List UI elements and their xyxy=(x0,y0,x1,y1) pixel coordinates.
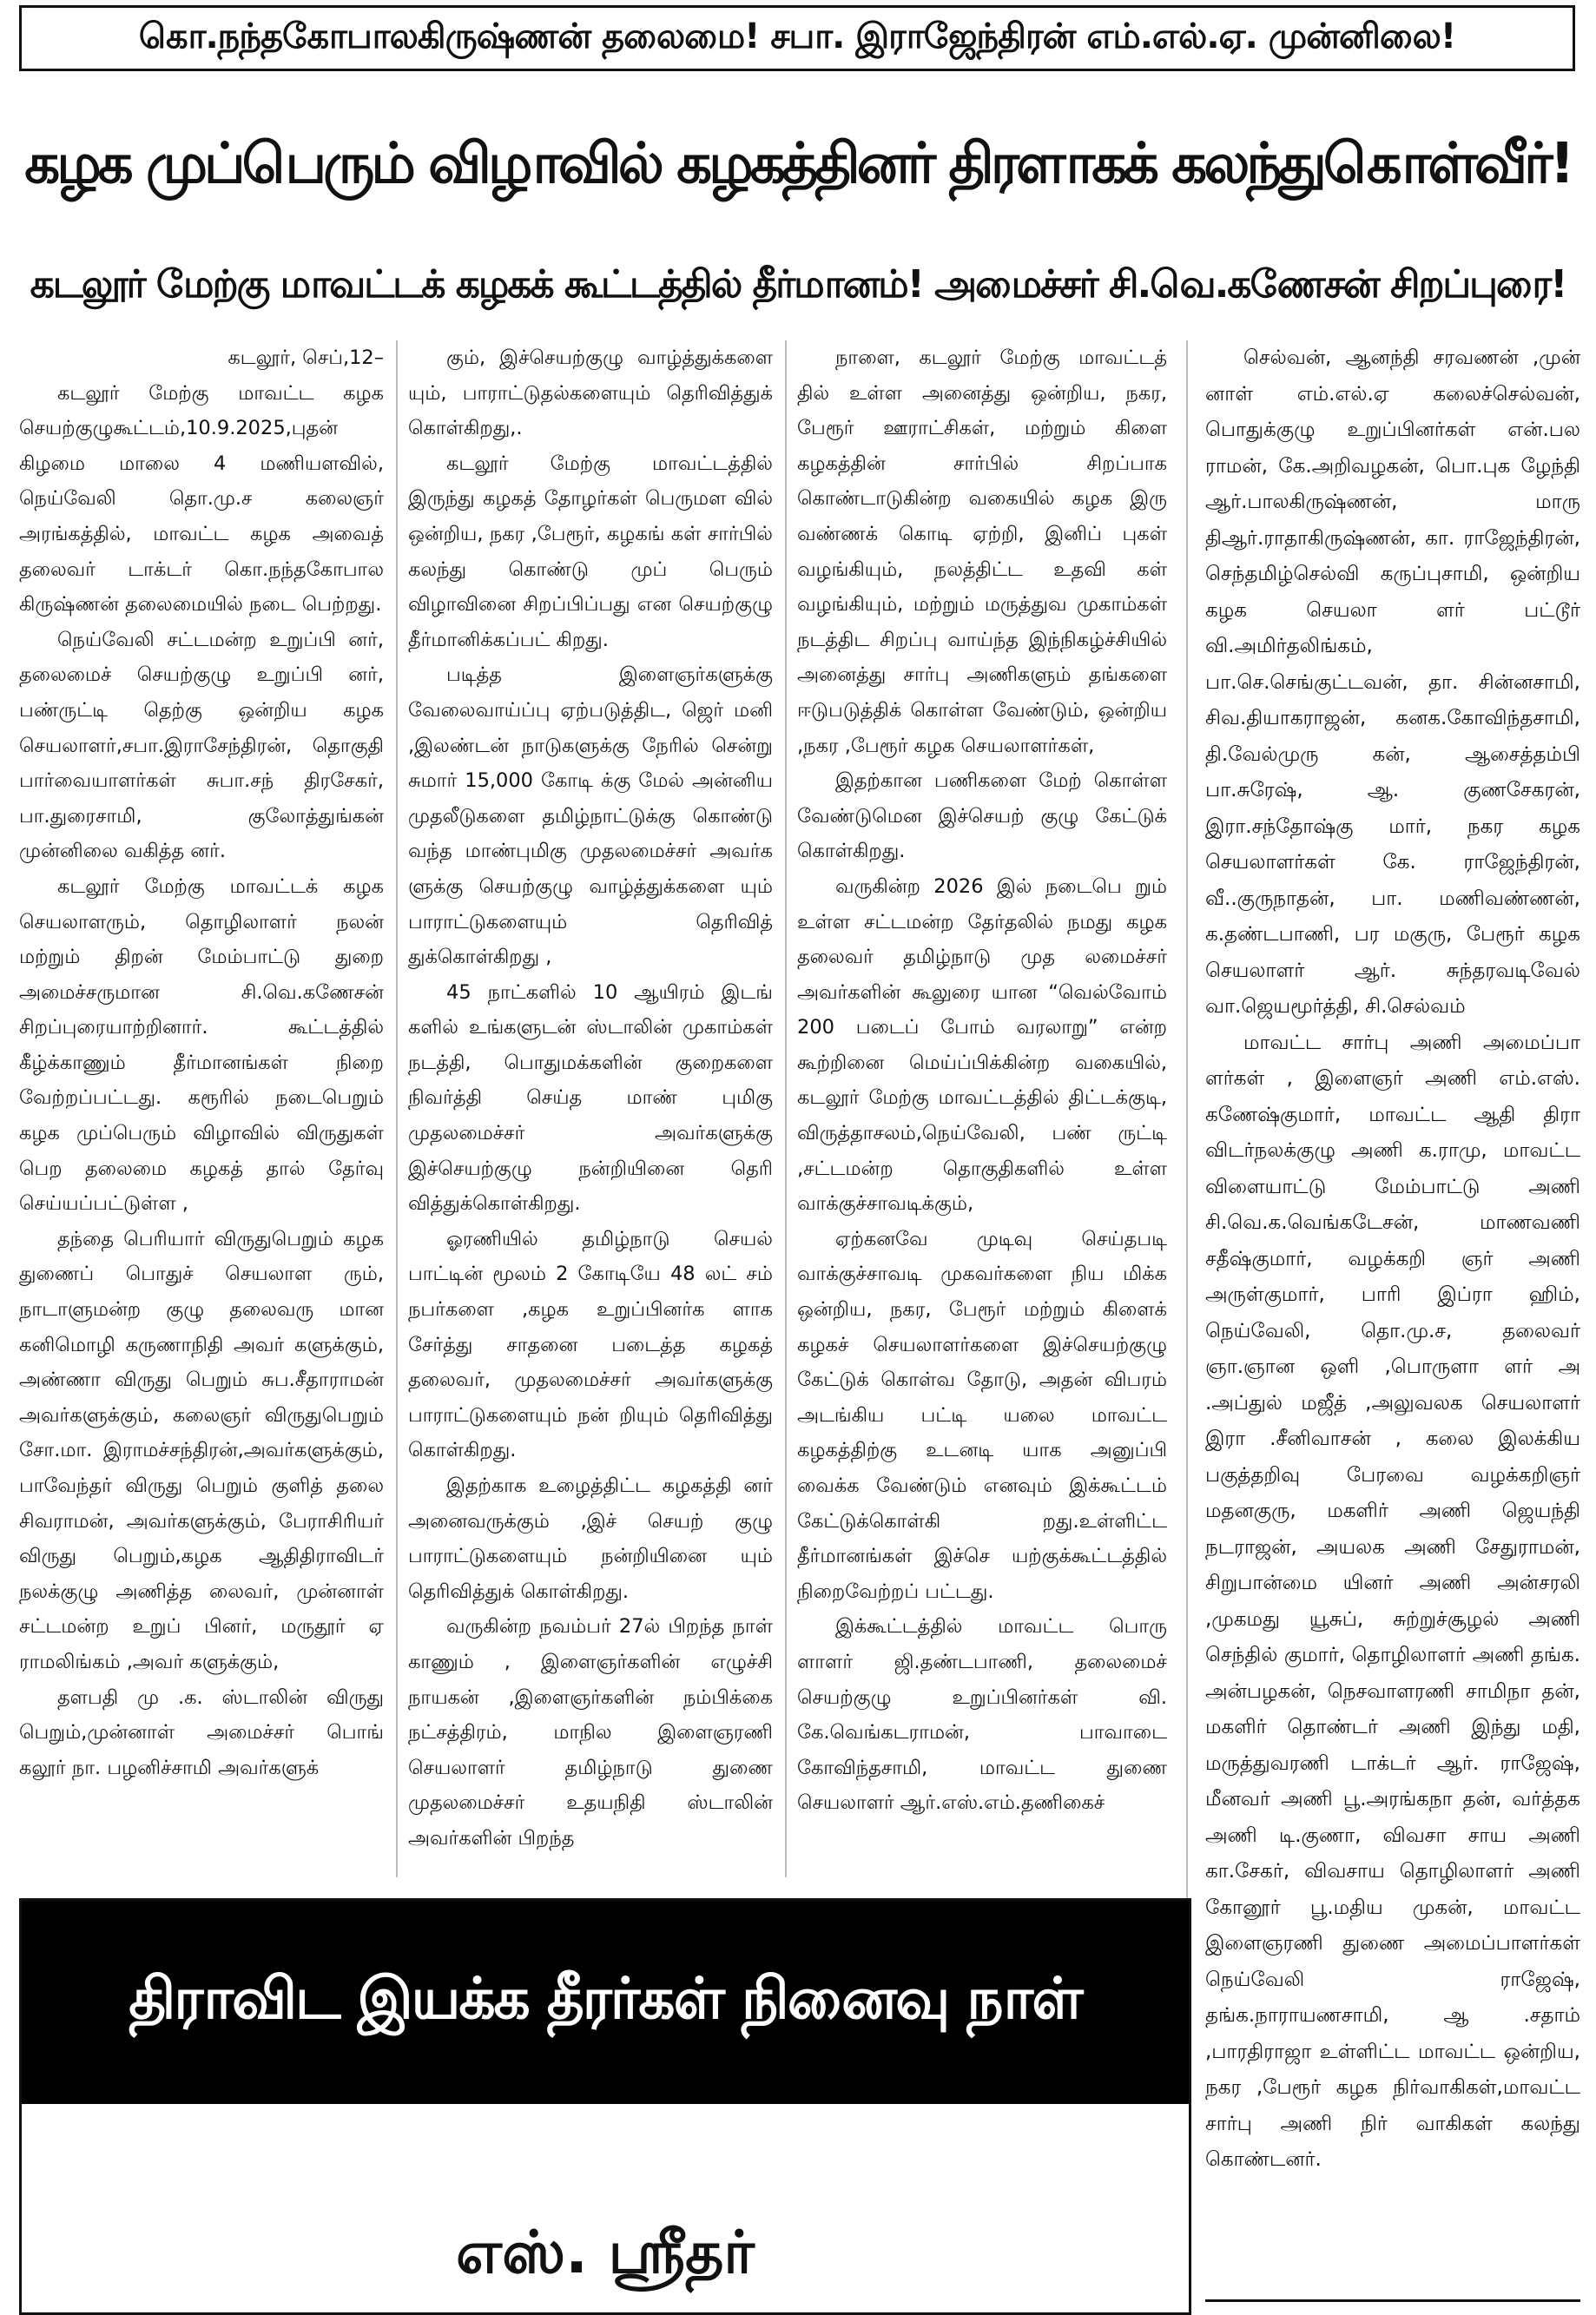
article-column-2 xyxy=(408,340,773,1877)
article-column-1 xyxy=(19,340,384,1877)
column-divider xyxy=(785,340,787,1877)
paragraph: கடலூர் மேற்கு மாவட்டக் கழக செயலாளரும், தொழிலாளர் நலன் மற்றும் திறன் மேம்பாட்டு துறை அமைச்சருமான சி.வெ.கணேசன் சிறப்புரையாற்றினார். கூட்டத்தில் கீழ்க்காணும் தீர்மானங்கள் நிறை வேற்றப்பட்டது. கரூரில் நடைபெறும் கழக முப்பெரும் விழாவில் விருதுகள் பெற தலைமை கழகத் தால் தேர்வு செய்யப்பட்டுள்ள , xyxy=(19,874,384,1216)
advert-banner-text: திராவிட இயக்க தீரர்கள் நினைவு நாள் xyxy=(129,1965,1082,2032)
headline xyxy=(9,102,1587,233)
paragraph: கடலூர் மேற்கு மாவட்டத்தில் இருந்து கழகத் தோழர்கள் பெருமள வில் ஒன்றிய, நகர ,பேரூர், கழகங் கள் சார்பில் கலந்து கொண்டு முப் பெரும் விழாவினை சிறப்பிப்பது என செயற்குழு தீர்மானிக்கப்பட் கிறது. xyxy=(408,452,773,651)
dateline: கடலூர், செப்,12– xyxy=(228,346,384,369)
column-end-rule xyxy=(1205,2299,1580,2302)
paragraph: மாவட்ட சார்பு அணி அமைப்பா ளர்கள் , இளைஞர் அணி எம்.எஸ். கணேஷ்குமார், மாவட்ட ஆதி திரா விடர்நலக்குழு அணி க.ராமு, மாவட்ட விளையாட்டு மேம்பாட்டு அணி சி.வெ.க.வெங்கடேசன், மாணவணி சதீஷ்குமார், வழக்கறி ஞர் அணி அருள்குமார், பாரி இப்ரா ஹிம், நெய்வேலி, தொ.மு.ச, தலைவர் ஞா.ஞான ஒளி ,பொருளா ளர் அ .அப்துல் மஜீத் ,அலுவலக செயலாளர் இரா .சீனிவாசன் , கலை இலக்கிய பகுத்தறிவு பேரவை வழக்கறிஞர் மதனகுரு, மகளிர் அணி ஜெயந்தி நடராஜன், அயலக அணி சேதுராமன், சிறுபான்மை யினர் அணி அன்சரலி ,முகமது யூசுப், சுற்றுச்சூழல் அணி செந்தில் குமார், தொழிலாளர் அணி தங்க. அன்பழகன், நெசவாளரணி சாமிநா தன், மகளிர் தொண்டர் அணி இந்து மதி, மருத்துவரணி டாக்டர் ஆர். ராஜேஷ், மீனவர் அணி பூ.அரங்கநா தன், வர்த்தக அணி டி.குணா, விவசா சாய அணி கா.சேகர், விவசாய தொழிலாளர் அணி கோனூர் பூ.மதிய முகன், மாவட்ட இளைஞரணி துணை அமைப்பாளர்கள் நெய்வேலி ராஜேஷ், தங்க.நாராயணசாமி, ஆ .சதாம் ,பாரதிராஜா உள்ளிட்ட மாவட்ட ஒன்றிய, நகர ,பேரூர் கழக நிர்வாகிகள்,மாவட்ட சார்பு அணி நிர் வாகிகள் கலந்து கொண்டனர். xyxy=(1205,1031,1580,2171)
paragraph: ஏற்கனவே முடிவு செய்தபடி வாக்குச்சாவடி முகவர்களை நிய மிக்க ஒன்றிய, நகர, பேரூர் மற்றும் கிளைக் கழகச் செயலாளர்களை இச்செயற்குழு கேட்டுக் கொள்வ தோடு, அதன் விபரம் அடங்கிய பட்டி யலை மாவட்ட கழகத்திற்கு உடனடி யாக அனுப்பி வைக்க வேண்டும் எனவும் இக்கூட்டம் கேட்டுக்கொள்கி றது.உள்ளிட்ட தீர்மானங்கள் இச்செ யற்குக்கூட்டத்தில் நிறைவேற்றப் பட்டது. xyxy=(797,1227,1167,1603)
column-divider xyxy=(396,340,398,1877)
paragraph: நாளை, கடலூர் மேற்கு மாவட்டத் தில் உள்ள அனைத்து ஒன்றிய, நகர, பேரூர் ஊராட்சிகள், மற்றும் கிளை கழகத்தின் சார்பில் சிறப்பாக கொண்டாடுகின்ற வகையில் கழக இரு வண்ணக் கொடி ஏற்றி, இனிப் புகள் வழங்கியும், நலத்திட்ட உதவி கள் வழங்கியும், மற்றும் மருத்துவ முகாம்கள் நடத்திட சிறப்பு வாய்ந்த இந்நிகழ்ச்சியில் அனைத்து சார்பு அணிகளும் தங்களை ஈடுபடுத்திக் கொள்ள வேண்டும், ஒன்றிய ,நகர ,பேரூர் கழக செயலாளர்கள், xyxy=(797,346,1167,757)
paragraph: கும், இச்செயற்குழு வாழ்த்துக்களை யும், பாராட்டுதல்களையும் தெரிவித்துக் கொள்கிறது,. xyxy=(408,346,773,440)
paragraph: இதற்காக உழைத்திட்ட கழகத்தி னர் அனைவருக்கும் ,இச் செயற் குழு பாராட்டுகளையும் நன்றியினை யும் தெரிவித்துக் கொள்கிறது. xyxy=(408,1474,773,1603)
paragraph: தந்தை பெரியார் விருதுபெறும் கழக துணைப் பொதுச் செயலாள ரும், நாடாளுமன்ற குழு தலைவரு மான கனிமொழி கருணாநிதி அவர் களுக்கும், அண்ணா விருது பெறும் சுப.சீதாராமன் அவர்களுக்கும், கலைஞர் விருதுபெறும் சோ.மா. இராமச்சந்திரன்,அவர்களுக்கும், பாவேந்தர் விருது பெறும் குளித் தலை சிவராமன், அவர்களுக்கும், பேராசிரியர் விருது பெறும்,கழக ஆதிதிராவிடர் நலக்குழு அணித்த லைவர், முன்னாள் சட்டமன்ற உறுப் பினர், மருதூர் ஏ ராமலிங்கம் ,அவர் களுக்கும், xyxy=(19,1227,384,1673)
article-column-4 xyxy=(1205,340,1580,2285)
advert-name-text: எஸ். ஸ்ரீதர் xyxy=(456,2219,755,2287)
kicker-banner xyxy=(19,5,1575,71)
subheadline-text: கடலூர் மேற்கு மாவட்டக் கழகக் கூட்டத்தில் தீர்மானம்! அமைச்சர் சி.வெ.கணேசன் சிறப்புரை! xyxy=(30,261,1566,307)
headline-text: கழக முப்பெரும் விழாவில் கழகத்தினர் திரளாகக் கலந்துகொள்வீர்! xyxy=(24,132,1572,196)
advert-name xyxy=(22,2213,1189,2300)
paragraph: நெய்வேலி சட்டமன்ற உறுப்பி னர், தலைமைச் செயற்குழு உறுப்பி னர், பண்ருட்டி தெற்கு ஒன்றிய கழக செயலாளர்,சபா.இராசேந்திரன், தொகுதி பார்வையாளர்கள் சுபா.சந் திரசேகர், பா.துரைசாமி, குலோத்துங்கன் முன்னிலை வகித்த னர். xyxy=(19,628,384,863)
paragraph: செல்வன், ஆனந்தி சரவணன் ,முன் னாள் எம்.எல்.ஏ கலைச்செல்வன், பொதுக்குழு உறுப்பினர்கள் என்.பல ராமன், கே.அறிவழகன், பொ.புக ழேந்தி ஆர்.பாலகிருஷ்ணன், மாரு திஆர்.ராதாகிருஷ்ணன், கா. ராஜேந்திரன், செந்தமிழ்செல்வி கருப்புசாமி, ஒன்றிய கழக செயலா ளர் பட்டூர் வி.அமிர்தலிங்கம், பா.செ.செங்குட்டவன், தா. சின்னசாமி, சிவ.தியாகராஜன், கனக.கோவிந்தசாமி, தி.வேல்முரு கன், ஆசைத்தம்பி பா.சுரேஷ், ஆ. குணசேகரன், இரா.சந்தோஷ்கு மார், நகர கழக செயலாளர்கள் கே. ராஜேந்திரன், வீ..குருநாதன், பா. மணிவண்ணன், க.தண்டபாணி, பர மகுரு, பேரூர் கழக செயலாளர் ஆர். சுந்தரவடிவேல் வா.ஜெயமூர்த்தி, சி.செல்வம் xyxy=(1205,346,1580,1018)
paragraph: ஓரணியில் தமிழ்நாடு செயல் பாட்டின் மூலம் 2 கோடியே 48 லட் சம் நபர்களை ,கழக உறுப்பினர்க ளாக சேர்த்து சாதனை படைத்த கழகத் தலைவர், முதலமைச்சர் அவர்களுக்கு பாராட்டுகளையும் நன் றியும் தெரிவித்து கொள்கிறது. xyxy=(408,1227,773,1462)
article-column-3 xyxy=(797,340,1167,1877)
advert-banner xyxy=(22,1901,1189,2104)
paragraph: வருகின்ற 2026 இல் நடைபெ றும் உள்ள சட்டமன்ற தேர்தலில் நமது கழக தலைவர் தமிழ்நாடு முத லமைச்சர் அவர்களின் கூலுரை யான “வெல்வோம் 200 படைப் போம் வரலாறு” என்ற கூற்றினை மெய்ப்பிக்கின்ற வகையில், கடலூர் மேற்கு மாவட்டத்தில் திட்டக்குடி, விருத்தாசலம்,நெய்வேலி, பண் ருட்டி ,சட்டமன்ற தொகுதிகளில் உள்ள வாக்குச்சாவடிக்கும், xyxy=(797,874,1167,1216)
subheadline xyxy=(9,254,1587,320)
kicker-text: கொ.நந்தகோபாலகிருஷ்ணன் தலைமை! சபா. இராஜேந்திரன் எம்.எல்.ஏ. முன்னிலை! xyxy=(138,16,1456,56)
paragraph: இக்கூட்டத்தில் மாவட்ட பொரு ளாளர் ஜி.தண்டபாணி, தலைமைச் செயற்குழு உறுப்பினர்கள் வி. கே.வெங்கடராமன், பாவாடை கோவிந்தசாமி, மாவட்ட துணை செயலாளர் ஆர்.எஸ்.எம்.தணிகைச் xyxy=(797,1615,1167,1815)
paragraph: தளபதி மு .க. ஸ்டாலின் விருது பெறும்,முன்னாள் அமைச்சர் பொங் கலூர் நா. பழனிச்சாமி அவர்களுக் xyxy=(19,1685,384,1779)
paragraph: படித்த இளைஞர்களுக்கு வேலைவாய்ப்பு ஏற்படுத்திட, ஜெர் மனி ,இலண்டன் நாடுகளுக்கு நேரில் சென்று சுமார் 15,000 கோடி க்கு மேல் அன்னிய முதலீடுகளை தமிழ்நாட்டுக்கு கொண்டு வந்த மாண்புமிகு முதலமைச்சர் அவர்க ளுக்கு செயற்குழு வாழ்த்துக்களை யும் பாராட்டுகளையும் தெரிவித் துக்கொள்கிறது , xyxy=(408,663,773,969)
paragraph: 45 நாட்களில் 10 ஆயிரம் இடங் களில் உங்களுடன் ஸ்டாலின் முகாம்கள் நடத்தி, பொதுமக்களின் குறைகளை நிவர்த்தி செய்த மாண் புமிகு முதலமைச்சர் அவர்களுக்கு இச்செயற்குழு நன்றியினை தெரி வித்துக்கொள்கிறது. xyxy=(408,980,773,1216)
paragraph: வருகின்ற நவம்பர் 27ல் பிறந்த நாள் காணும் , இளைஞர்களின் எழுச்சி நாயகன் ,இளைஞர்களின் நம்பிக்கை நட்சத்திரம், மாநில இளைஞரணி செயலாளர் தமிழ்நாடு துணை முதலமைச்சர் உதயநிதி ஸ்டாலின் அவர்களின் பிறந்த xyxy=(408,1615,773,1850)
paragraph: கடலூர் மேற்கு மாவட்ட கழக செயற்குழுகூட்டம்,10.9.2025,புதன் கிழமை மாலை 4 மணியளவில், நெய்வேலி தொ.மு.ச கலைஞர் அரங்கத்தில், மாவட்ட கழக அவைத் தலைவர் டாக்டர் கொ.நந்தகோபால கிருஷ்ணன் தலைமையில் நடை பெற்றது. xyxy=(19,381,384,617)
paragraph: இதற்கான பணிகளை மேற் கொள்ள வேண்டுமென இச்செயற் குழு கேட்டுக் கொள்கிறது. xyxy=(797,769,1167,863)
memorial-advert xyxy=(19,1898,1191,2315)
